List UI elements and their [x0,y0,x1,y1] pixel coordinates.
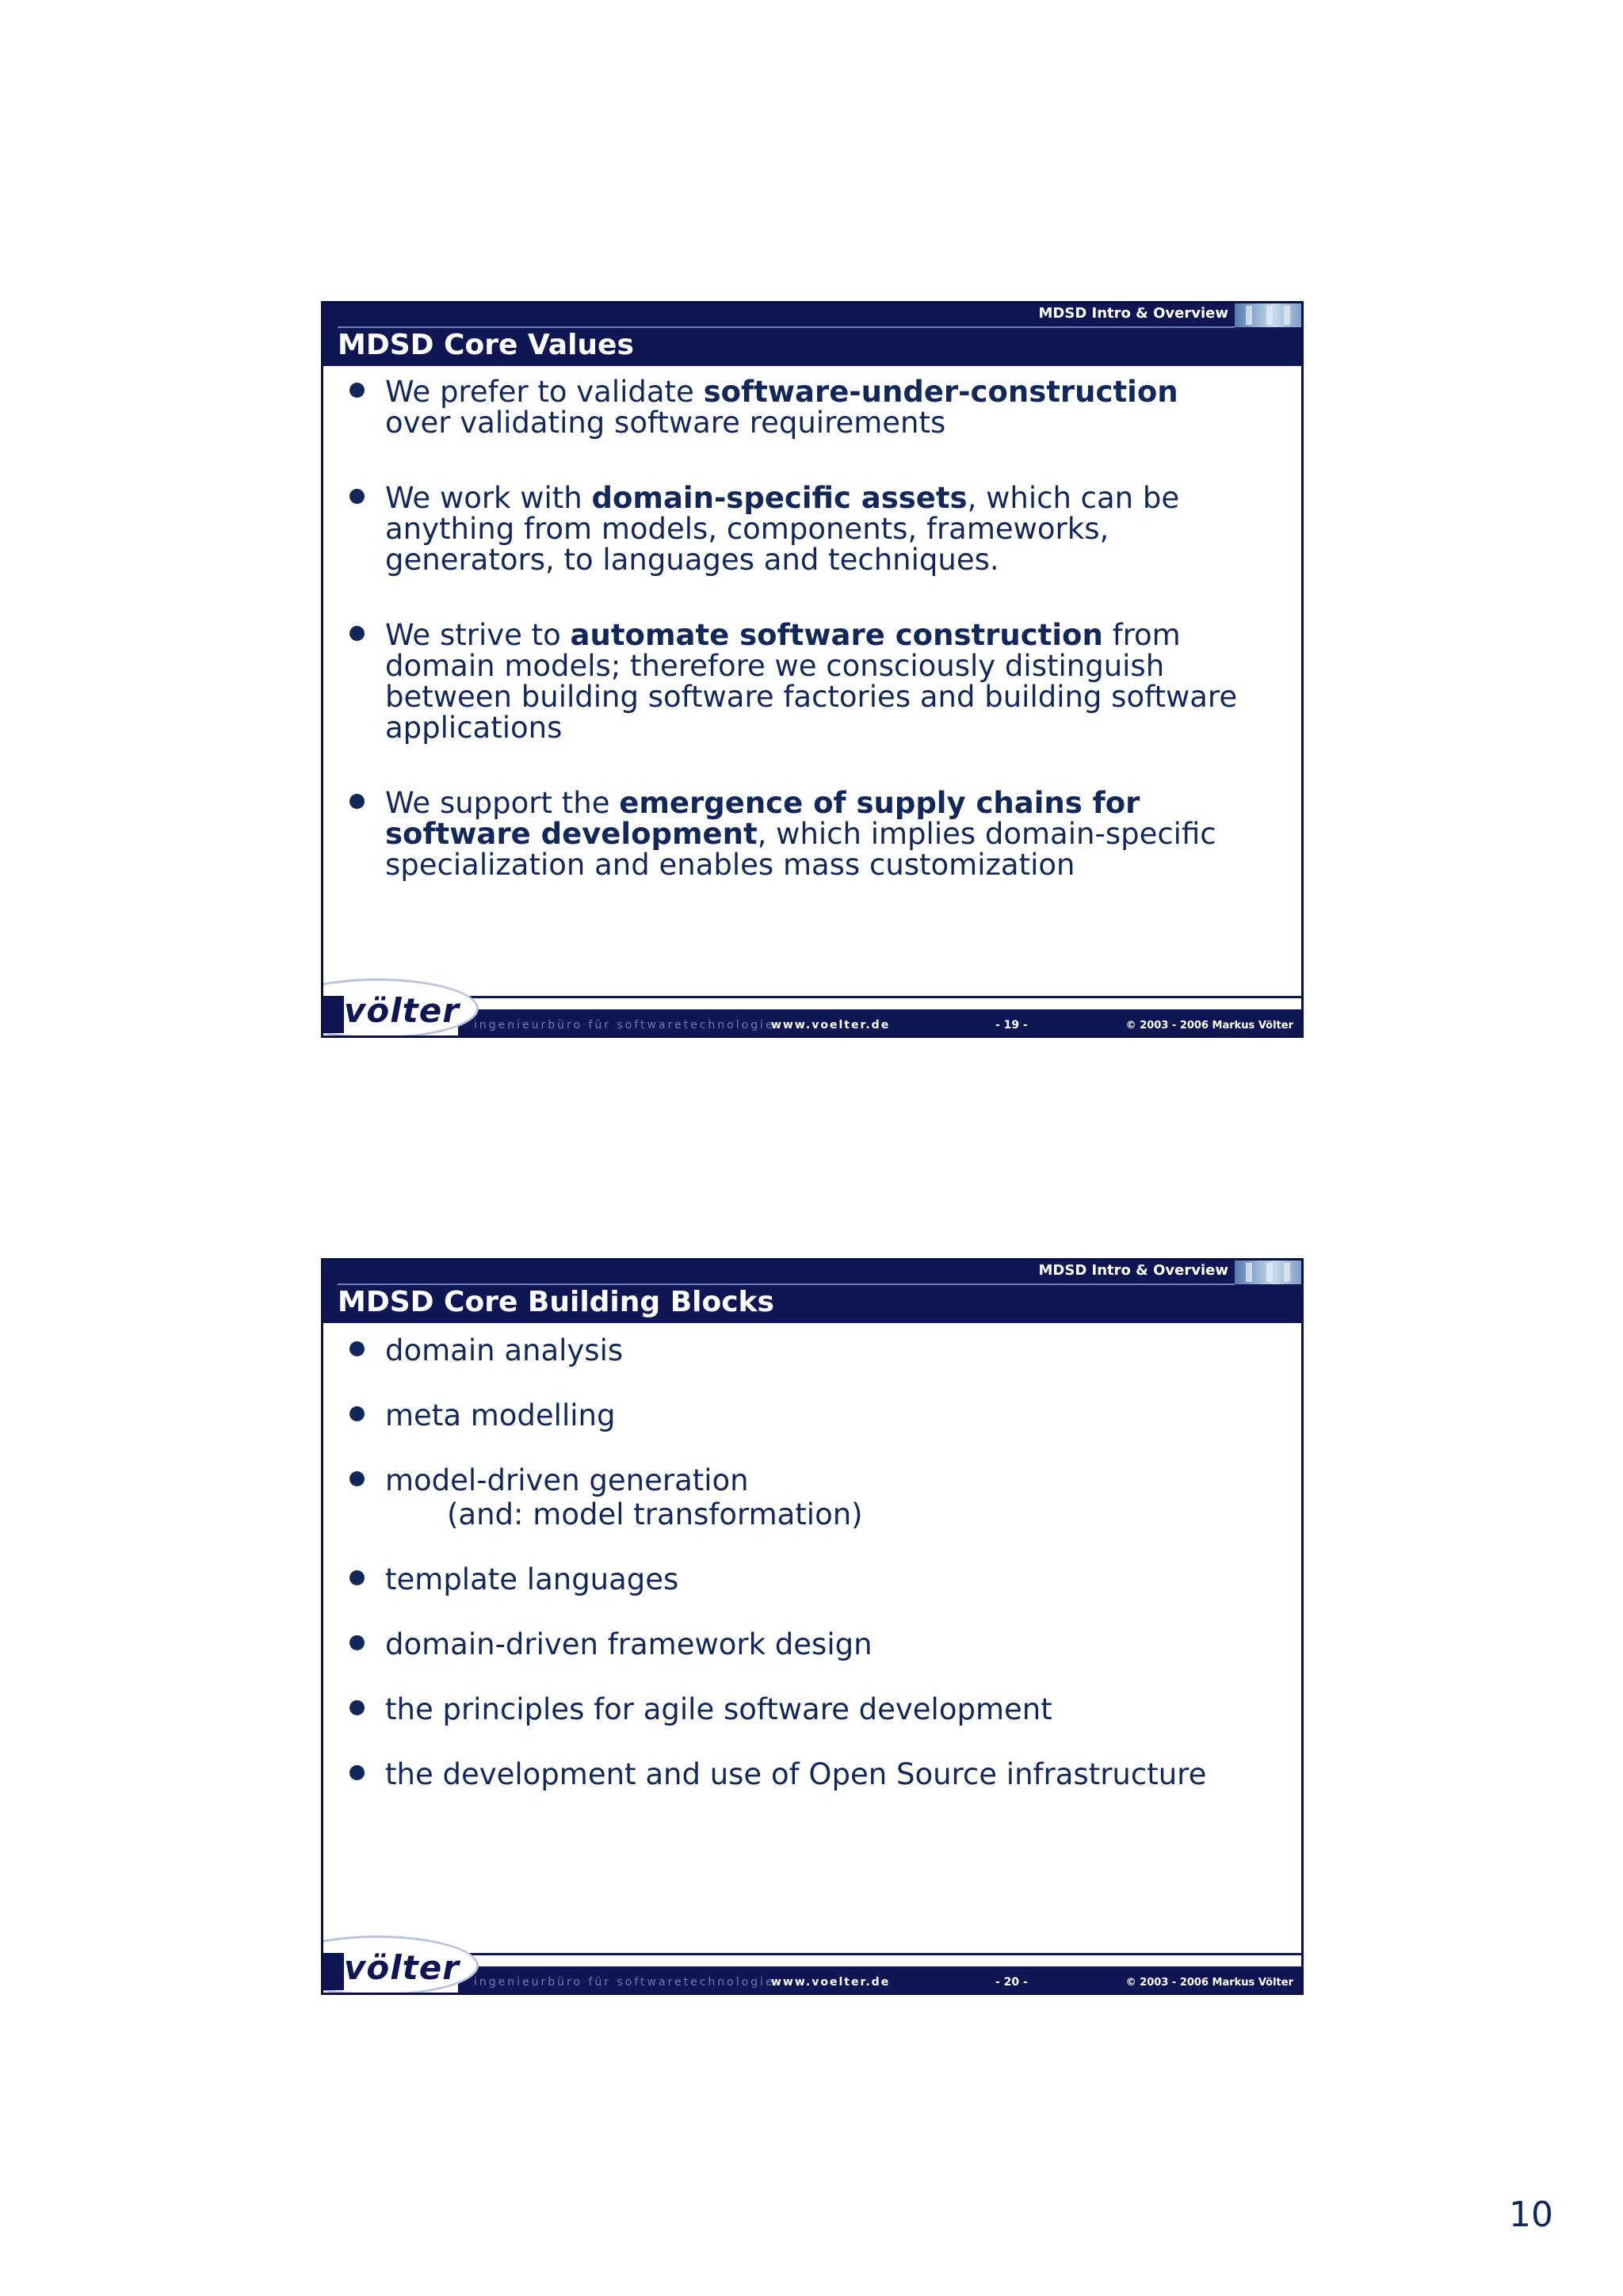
header-graphic-image [1235,1261,1301,1284]
bullet-text: domain analysis [385,1333,624,1367]
bullet-icon [349,1471,365,1486]
slide-title: MDSD Core Building Blocks [338,1286,774,1318]
bullet-text: between building software factories and building software [385,680,1238,714]
bullet-emphasis: automate software construction [570,618,1103,652]
footer-copyright: © 2003 - 2006 Markus Völter [1125,1020,1293,1032]
logo-mark [323,996,344,1033]
bullet-item [349,376,1254,438]
bullet-text: domain models; therefore we consciously distinguish [385,649,1165,683]
slide-title: MDSD Core Values [338,329,634,361]
bullet-text: from [1102,618,1181,652]
bullet-emphasis: software development [385,817,758,851]
slide-page-number: - 20 - [995,1976,1028,1989]
footer-website: www.voelter.de [771,1019,891,1032]
bullet-text: specialization and enables mass customization [385,848,1075,882]
bullet-icon [349,489,365,504]
slide-page-number: - 19 - [995,1019,1028,1032]
footer-tagline: ingenieurbüro für softwaretechnologie [474,1976,775,1989]
slide-header [323,1261,1301,1323]
bullet-icon [349,794,365,809]
bullet-emphasis: emergence of supply chains for [619,786,1140,820]
bullet-icon [349,626,365,641]
footer-copyright: © 2003 - 2006 Markus Völter [1125,1977,1293,1989]
slide-footer [323,1931,1301,1993]
bullet-item [349,1398,1254,1432]
bullet-item [349,1692,1254,1726]
footer-rule [458,1953,1301,1955]
bullet-item [349,1562,1254,1596]
bullet-subline: (and: model transformation) [447,1497,863,1531]
bullet-emphasis: domain-specific assets [591,481,968,515]
bullet-text: model-driven generation [385,1463,749,1497]
bullet-icon [349,383,365,398]
bullet-item [349,1333,1254,1367]
bullet-text: , which can be [967,481,1180,515]
bullet-text: over validating software requirements [385,406,946,440]
header-graphic-image [1235,303,1301,327]
bullet-text: We work with [385,481,592,515]
bullet-text: the principles for agile software development [385,1692,1052,1726]
bullet-text: template languages [385,1562,679,1596]
footer-tagline: ingenieurbüro für softwaretechnologie [474,1019,775,1032]
slide-core-building-blocks [321,1258,1304,1995]
logo-mark [323,1953,344,1990]
bullet-text: domain-driven framework design [385,1627,873,1661]
bullet-list [349,1333,1254,1822]
slide-footer [323,974,1301,1035]
slide-header [323,303,1301,366]
bullet-list [349,376,1254,925]
bullet-icon [349,1765,365,1780]
bullet-text: We prefer to validate [385,375,704,409]
footer-rule [458,996,1301,998]
bullet-icon [349,1341,365,1356]
slide-core-values [321,301,1304,1038]
logo: völter [344,1948,460,1987]
bullet-text: meta modelling [385,1398,616,1432]
section-label: MDSD Intro & Overview [1038,305,1228,322]
section-label: MDSD Intro & Overview [1038,1262,1228,1279]
bullet-item [349,482,1254,575]
bullet-icon [349,1635,365,1650]
bullet-text: generators, to languages and techniques. [385,543,999,577]
footer-website: www.voelter.de [771,1976,891,1989]
bullet-text: anything from models, components, frameworks, [385,512,1109,546]
bullet-item [349,1757,1254,1791]
bullet-item [349,620,1254,743]
bullet-icon [349,1700,365,1715]
bullet-icon [349,1570,365,1585]
logo: völter [344,991,460,1030]
bullet-text: the development and use of Open Source infrastructure [385,1757,1207,1791]
bullet-text: , which implies domain-specific [757,817,1216,851]
bullet-item [349,1463,1254,1531]
bullet-text: We support the [385,786,620,820]
bullet-text: We strive to [385,618,571,652]
bullet-icon [349,1406,365,1421]
bullet-emphasis: software-under-construction [703,375,1178,409]
bullet-item [349,1627,1254,1661]
bullet-item [349,788,1254,880]
page-number: 10 [1509,2195,1553,2235]
bullet-text: applications [385,711,563,745]
